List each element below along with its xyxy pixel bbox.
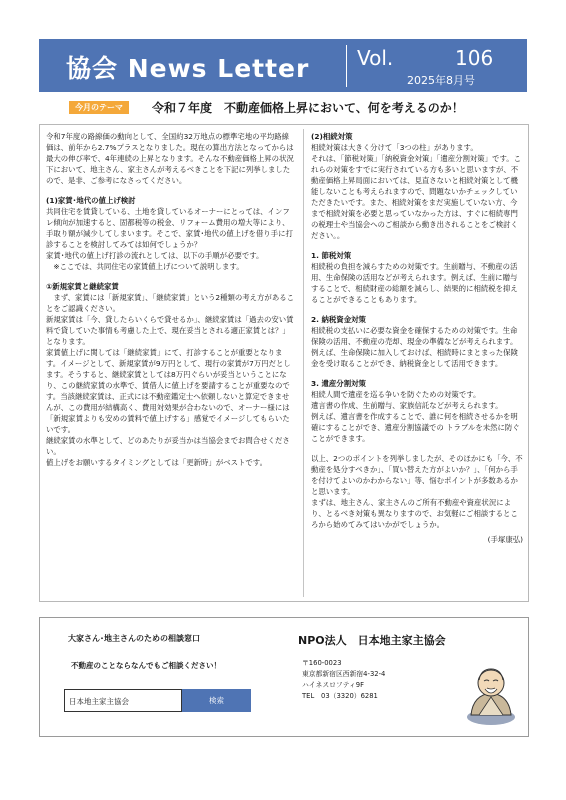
organization-name: NPO法人 日本地主家主協会	[298, 634, 446, 647]
organization-address: 〒160-0023 東京都新宿区西新宿4-32-4 ハイネスロフティ9F TEL 03（3320）6281	[302, 659, 386, 700]
issue-date: 2025年8月号	[407, 74, 475, 87]
consultation-footer	[39, 617, 529, 737]
consultation-title: 大家さん･地主さんのための相談窓口	[68, 634, 200, 643]
consultation-subtitle: 不動産のことならなんでもご相談ください！	[71, 661, 221, 670]
section-body-inheritance: 相続対策は大きく分けて「3つの柱」があります。 それは、「節税対策」「納税資金対策」「遺産分割対策」です。これらの対策をすでに実行されている方も多いと思いますが、不動産価格上昇局面においては、見直さないと相続対策として機能しないことも考えられますので、問題ないかチェックしていただきたいです。また、相続対策をまだ実施していない方、今まで相続対策を必要と思っていなかった方は、すぐに相続専門の税理士や当協会へのご相談から動き出されることをご検討ください。。	[311, 143, 522, 240]
point-heading-tax-funds: 2. 納税資金対策	[311, 315, 366, 324]
volume-label: Vol.	[357, 46, 394, 70]
header-divider	[346, 45, 347, 87]
point-heading-tax-saving: 1. 節税対策	[311, 251, 352, 260]
search-input[interactable]: 日本地主家主協会	[64, 689, 182, 712]
point-heading-estate-division: 3. 遺産分割対策	[311, 379, 366, 388]
intro-paragraph: 令和7年度の路線価の動向として、全国約32万地点の標準宅地の平均路線価は、前年から2.7%プラスとなりました。現在の算出方法となってからは最大の伸び率で、4年連続の上昇となります。そんな不動産価格上昇の状況下において、地主さん、家主さんが考えるべきことを下記に列挙しましたので、是非、ご参考になさってください。	[46, 132, 294, 185]
right-column	[311, 131, 523, 545]
section-body-rent: 共同住宅を賃貸している、土地を貸しているオーナーにとっては、インフレ傾向が加速すると、固都税等の税金、リフォーム費用の増大等により、手取り額が減少してしまいます。そこで、家賃･地代の値上げを借り手に打診することを検討してみては如何でしょうか？ 家賃･地代の値上げ打診の流れとしては、以下の手順が必要です。 ※ここでは、共同住宅の家賃値上げについて説明します。	[46, 207, 293, 271]
volume-number: 106	[455, 46, 494, 70]
section-heading-inheritance: (2)相続対策	[311, 132, 353, 141]
article-frame	[39, 124, 529, 602]
left-column	[46, 131, 296, 468]
point-body-estate-division: 相続人間で遺産を巡る争いを防ぐための対策です。 遺言書の作成、生前贈与、家族信託などが考えられます。 例えば、遺言書を作成することで、誰に何を相続させるかを明確にすることができ、遺産分割協議での トラブルを未然に防ぐことができます。	[311, 390, 520, 443]
search-button[interactable]: 検索	[182, 689, 251, 712]
theme-title: 令和７年度 不動産価格上昇において、何を考えるのか！	[152, 101, 464, 115]
newsletter-title: 協会 News Letter	[66, 54, 310, 83]
section-heading-rent: (1)家賃･地代の値上げ検討	[46, 196, 136, 205]
section-heading-new-vs-continuing: ①新規家賃と継続家賃	[46, 282, 119, 291]
point-body-tax-funds: 相続税の支払いに必要な資金を確保するための対策です。生命保険の活用、不動産の売却、現金の準備などが考えられます。 例えば、生命保険に加入しておけば、相続時にまとまった保険金を受け取ることができ、納税資金として活用できます。	[311, 326, 518, 368]
section-body-new-vs-continuing: まず、家賃には「新規家賃」、「継続家賃」という2種類の考え方があることをご認識ください。 新規家賃は「今、貸したらいくらで貸せるか」、継続家賃は「過去の安い賃料で貸していた事情も考慮した上で、現在妥当とされる適正家賃とは？」となります。 家賃値上げに関しては「継続家賃」にて、打診することが重要となります。イメージとして、新規家賃が9万円として、現行の家賃が7万円だとします。そうすると、継続家賃としては8万円ぐらいが妥当ということになり、この継続家賃の水準で、賃借人に値上げを要請することが重要なのです。当該継続家賃は、正式には不動産鑑定士へ依頼しないと算定できませんが、この費用が結構高く、費用対効果が合わないので、オーナー様には「新規家賃よりも安めの賃料で値上げする」感覚でイメージしてもらいたいです。 継続家賃の水準として、どのあたりが妥当かは当協会までお問合せください。 値上げをお願いするタイミングとしては「更新時」がベストです。	[46, 293, 294, 467]
theme-badge: 今月のテーマ	[69, 101, 129, 114]
author-signature: (手塚康弘)	[487, 535, 523, 544]
point-body-tax-saving: 相続税の負担を減らすための対策です。生前贈与、不動産の活用、生命保険の活用などが考えられます。例えば、生前に贈与することで、相続財産の総額を減らし、結果的に相続税を抑えることができることもあります。	[311, 262, 518, 304]
column-divider	[303, 129, 304, 597]
closing-paragraph: 以上、2つのポイントを列挙しましたが、そのほかにも「今、不動産を処分すべきか」、「買い替えた方がよいか？」、「何から手を付けてよいのかわからない」等、悩むポイントが多数あるかと思います。 まずは、地主さん、家主さんのご所有不動産や資産状況により、とるべき対策も異なりますので、お気軽にご相談するところから始めてみてはいかがでしょうか。	[311, 454, 523, 529]
newsletter-header	[39, 39, 527, 92]
old-man-mascot-icon	[463, 663, 519, 725]
